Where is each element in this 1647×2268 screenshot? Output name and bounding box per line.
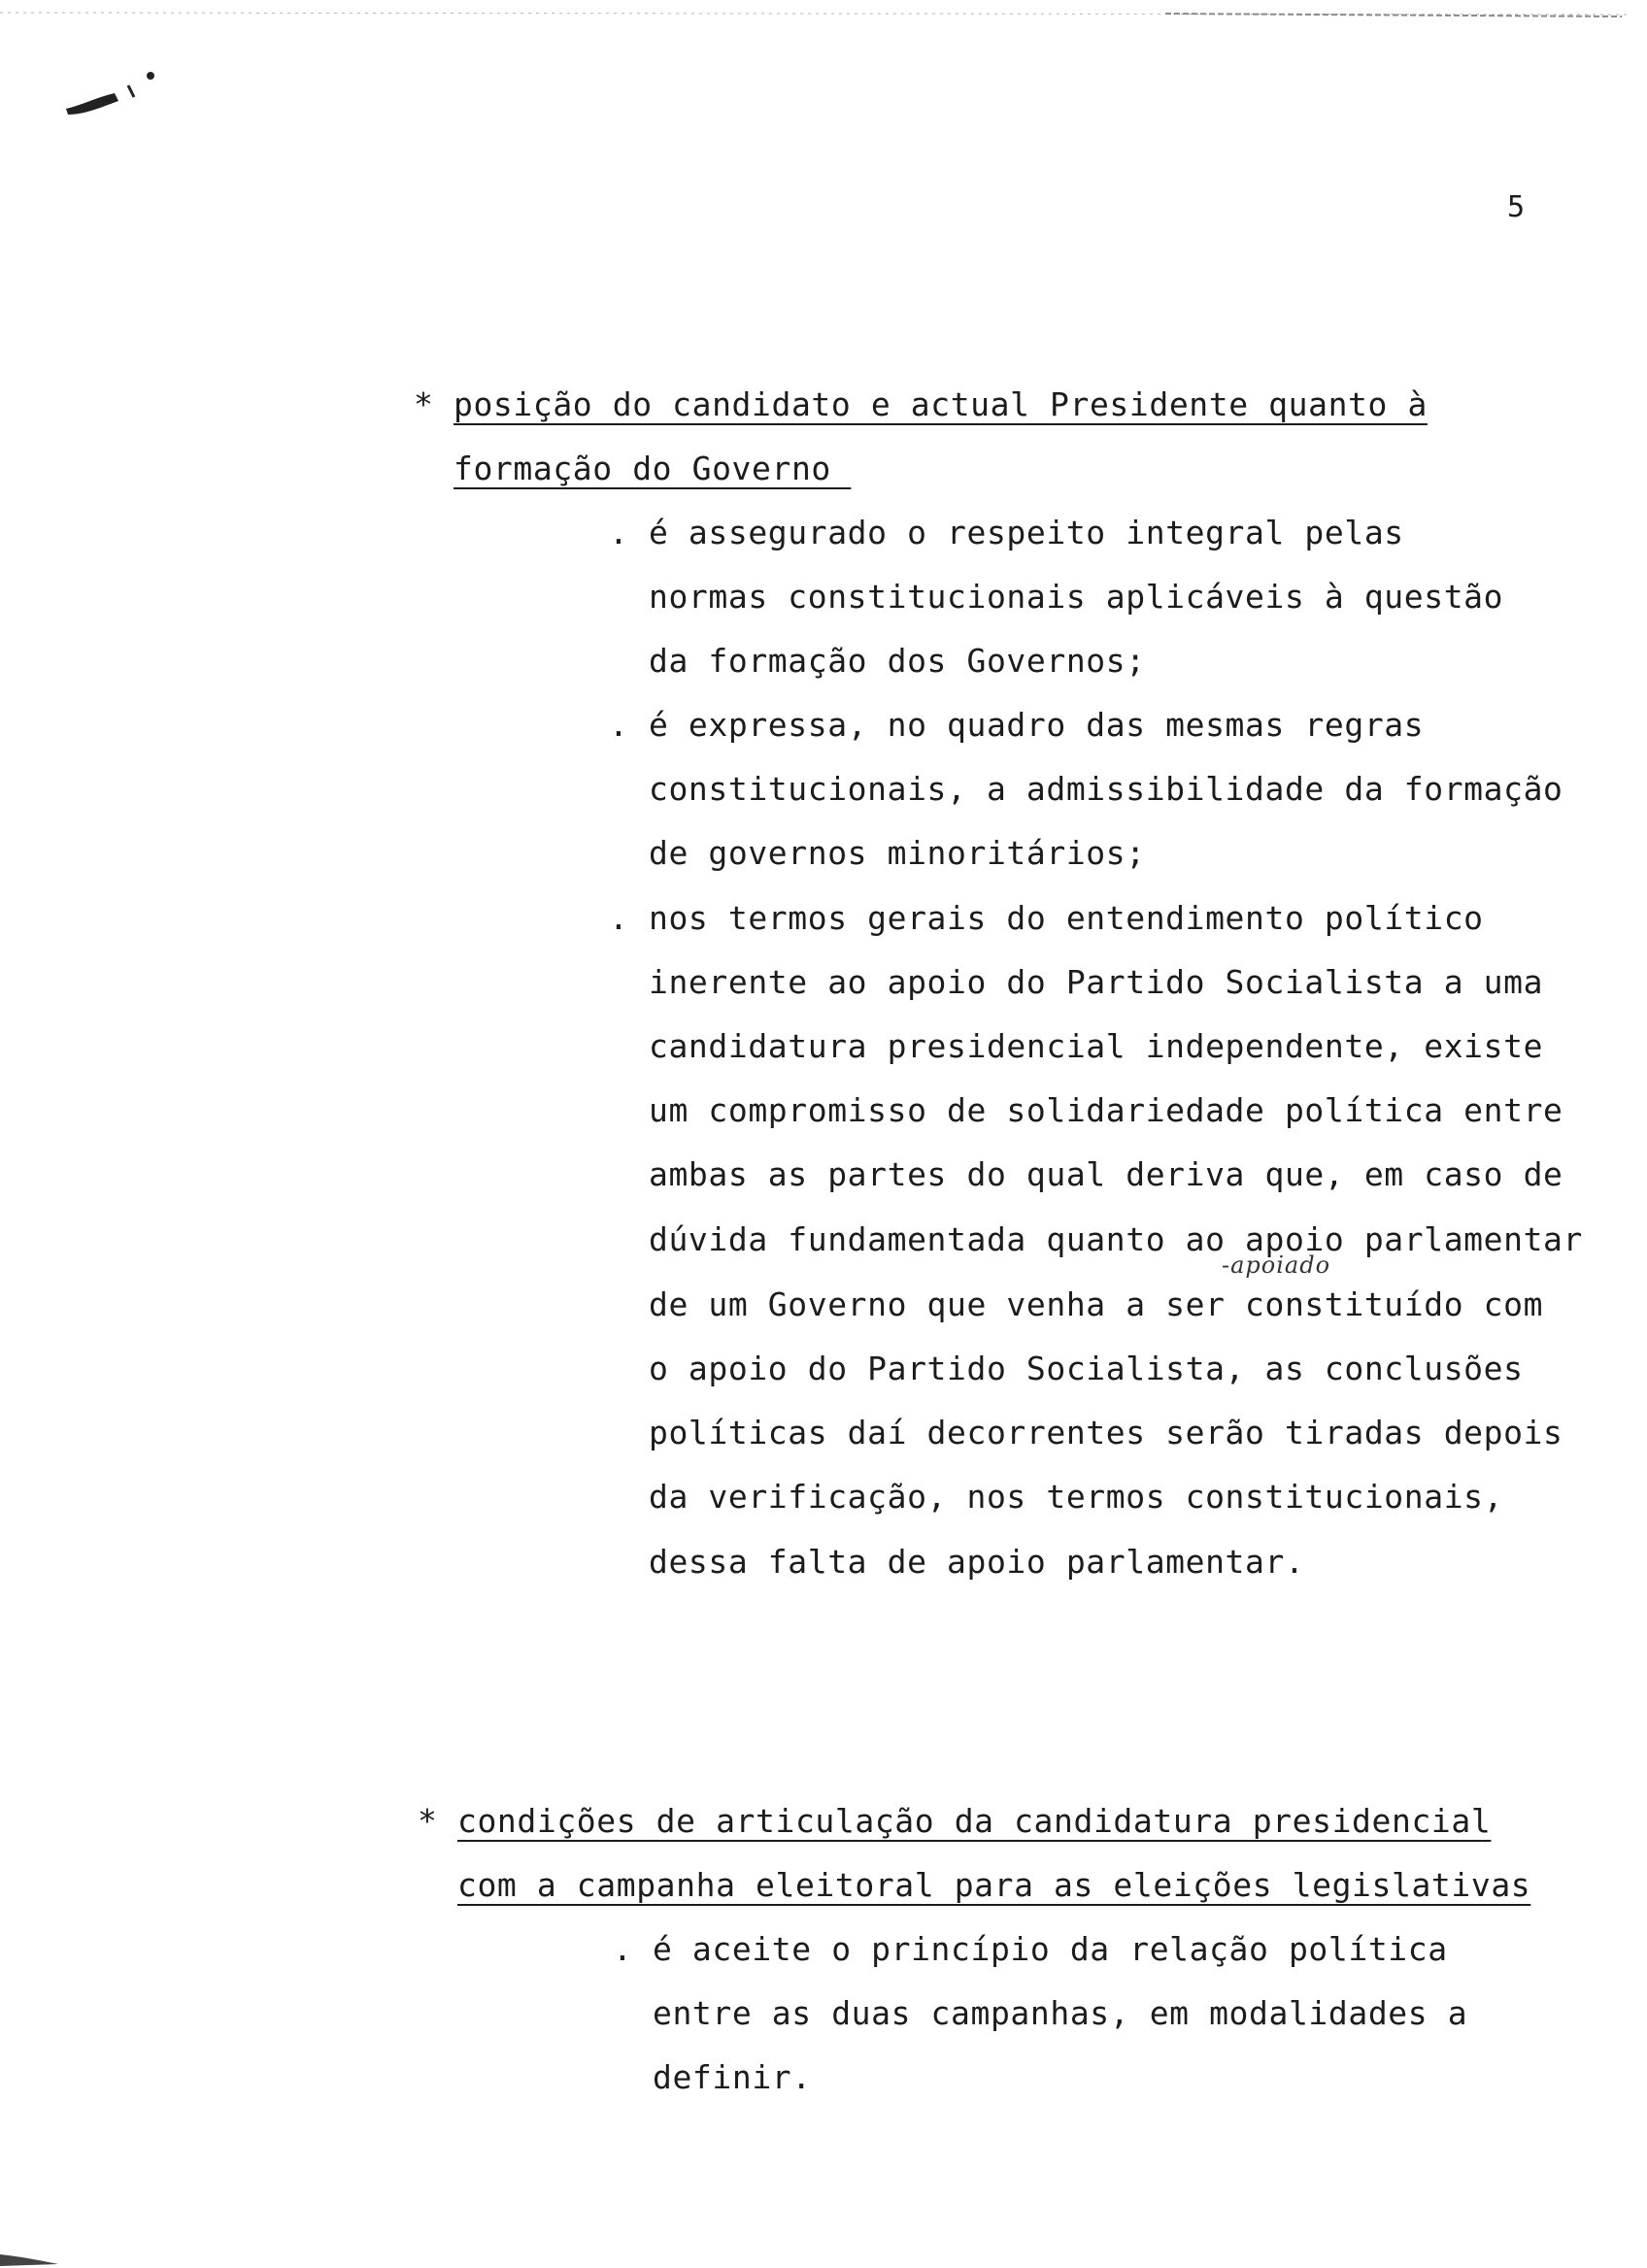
section-star-marker: * (414, 385, 433, 423)
bullet-text-line: de governos minoritários; (649, 834, 1146, 872)
bullet-text-line: definir. (653, 2058, 812, 2096)
bullet-text-line: inerente ao apoio do Partido Socialista a uma (649, 963, 1544, 1001)
bullet-text-line: ambas as partes do qual deriva que, em caso de (649, 1155, 1563, 1193)
bullet-text-line: de um Governo que venha a ser constituído com (649, 1285, 1544, 1323)
bullet-text-line: políticas daí decorrentes serão tiradas depois (649, 1414, 1563, 1451)
bullet-text-line: é aceite o princípio da relação política (653, 1930, 1448, 1968)
bullet-dot: . (613, 1930, 632, 1968)
bullet-dot: . (609, 514, 628, 551)
scan-smudge-top-left (58, 58, 165, 126)
handwritten-annotation: -apoiado (1222, 1251, 1331, 1279)
scan-smudge-bottom-left (0, 2251, 87, 2268)
bullet-dot: . (609, 899, 628, 937)
bullet-dot: . (609, 706, 628, 744)
section-heading-line: condições de articulação da candidatura presidencial (457, 1802, 1492, 1840)
bullet-text-line: dúvida fundamentada quanto ao apoio parlamentar (649, 1220, 1583, 1258)
bullet-text-line: da verificação, nos termos constitucionais, (649, 1478, 1504, 1516)
bullet-text-line: entre as duas campanhas, em modalidades a (653, 1994, 1468, 2032)
bullet-text-line: é assegurado o respeito integral pelas (649, 514, 1404, 551)
section-star-marker: * (418, 1802, 437, 1840)
section-heading-line: formação do Governo (454, 450, 852, 487)
bullet-text-line: dessa falta de apoio parlamentar. (649, 1543, 1305, 1581)
bullet-text-line: o apoio do Partido Socialista, as conclusões (649, 1350, 1524, 1387)
section-heading-line: com a campanha eleitoral para as eleições legislativas (457, 1866, 1531, 1904)
bullet-text-line: é expressa, no quadro das mesmas regras (649, 706, 1425, 744)
bullet-text-line: um compromisso de solidariedade política entre (649, 1091, 1563, 1129)
bullet-text-line: constitucionais, a admissibilidade da formação (649, 770, 1563, 808)
scan-edge-artifact (0, 6, 1631, 19)
section-heading-line: posição do candidato e actual Presidente quanto à (454, 385, 1428, 423)
bullet-text-line: nos termos gerais do entendimento político (649, 899, 1484, 937)
bullet-text-line: da formação dos Governos; (649, 642, 1146, 680)
page-number: 5 (1507, 190, 1526, 224)
bullet-text-line: normas constitucionais aplicáveis à questão (649, 578, 1504, 616)
bullet-text-line: candidatura presidencial independente, existe (649, 1027, 1544, 1065)
